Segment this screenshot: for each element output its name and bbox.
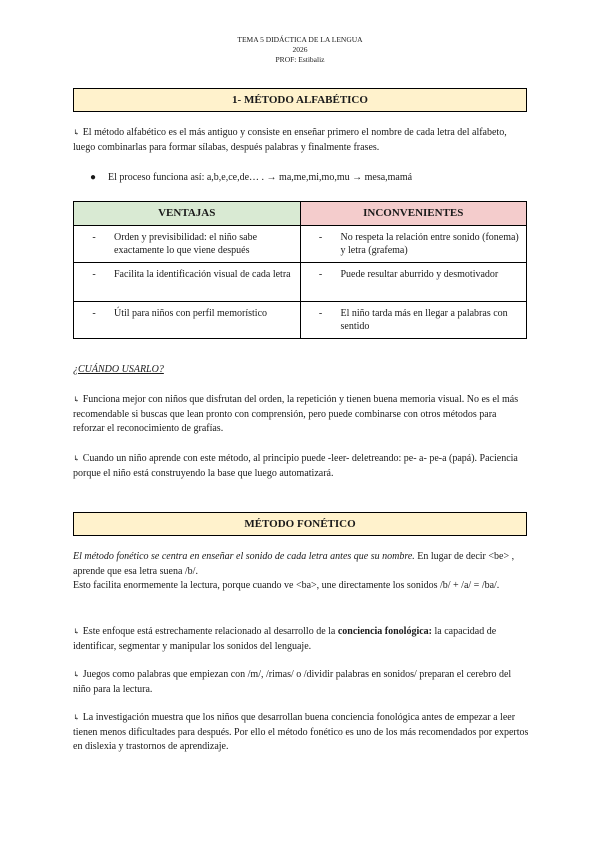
table-row [74,263,527,302]
fonetico-paragraph-2: ↳ Este enfoque está estrechamente relacionado al desarrollo de la conciencia fonológica: la capacidad de identificar, segmentar y manipular los sonidos del lenguaje. [73,626,497,652]
when-to-use-heading: ¿CUÁNDO USARLO? [73,364,164,375]
when-paragraph-1: ↳ Funciona mejor con niños que disfrutan del orden, la repetición y tienen buena memoria visual. No es el más recomendable si buscas que lean pronto con comprensión, pero puede combinarse con otros métodos para reforzar el reconocimiento de grafías. [73,394,519,434]
table-cell: - Puede resultar aburrido y desmotivador [300,263,527,302]
table-cell: - El niño tarda más en llegar a palabras con sentido [300,302,527,339]
return-arrow-icon: ↳ [73,128,80,137]
fonetico-paragraph-4: ↳ La investigación muestra que los niños que desarrollan buena conciencia fonológica antes de empezar a leer tienen menos dificultades para después. Por ello el método fonético es uno de los más recomendados por expertos en dislexia y trastornos de aprendizaje. [73,712,529,752]
return-arrow-icon: ↳ [73,627,80,636]
bullet-icon: ● [90,172,97,183]
table-cell: - Facilita la identificación visual de cada letra [74,263,301,302]
return-arrow-icon: ↳ [73,670,80,679]
fonetico-paragraph-3: ↳ Juegos como palabras que empiezan con /m/, /rimas/ o /dividir palabras en sonidos/ preparan el cerebro del niño para la lectura. [73,669,512,695]
header-ventajas: VENTAJAS [74,202,301,226]
table-row [74,226,527,263]
section-title-alfabetico: 1- MÉTODO ALFABÉTICO [73,88,527,112]
table-cell: - Orden y previsibilidad: el niño sabe exactamente lo que viene después [74,226,301,263]
table-row [74,302,527,339]
return-arrow-icon: ↳ [73,713,80,722]
return-arrow-icon: ↳ [73,395,80,404]
table-header-row [74,202,527,226]
header-year: 2026 [292,45,308,54]
table-cell: - Útil para niños con perfil memorístico [74,302,301,339]
section-title-fonetico: MÉTODO FONÉTICO [73,512,527,536]
table-cell: - No respeta la relación entre sonido (fonema) y letra (grafema) [300,226,527,263]
conciencia-fonologica-term: conciencia fonológica: [337,626,433,637]
fonetico-paragraph-1: El método fonético se centra en enseñar el sonido de cada letra antes que su nombre. En lugar de decir <be> , aprende que esa letra suena /b/. Esto facilita enormemente la lectura, porque cuando ve <ba>, une directamente los sonidos /b/ + /a/ = /ba/. [73,551,515,591]
header-subject: TEMA 5 DIDÁCTICA DE LA LENGUA [237,35,363,44]
when-paragraph-2: ↳ Cuando un niño aprende con este método, al principio puede -leer- deletreando: pe- a- pe-a (papá). Paciencia porque el niño está construyendo la base que luego automatizará. [73,453,518,479]
process-bullet: ● El proceso funciona así: a,b,e,ce,de… . → ma,me,mi,mo,mu → mesa,mamá [90,172,413,183]
header-teacher: PROF: Estibaliz [275,55,325,64]
header-inconvenientes: INCONVENIENTES [300,202,527,226]
document-header [0,35,600,65]
intro-paragraph: ↳ El método alfabético es el más antiguo y consiste en enseñar primero el nombre de cada letra del alfabeto, luego combinarlas para formar sílabas, después palabras y finalmente frases. [73,127,507,153]
comparison-table [73,201,527,339]
return-arrow-icon: ↳ [73,454,80,463]
